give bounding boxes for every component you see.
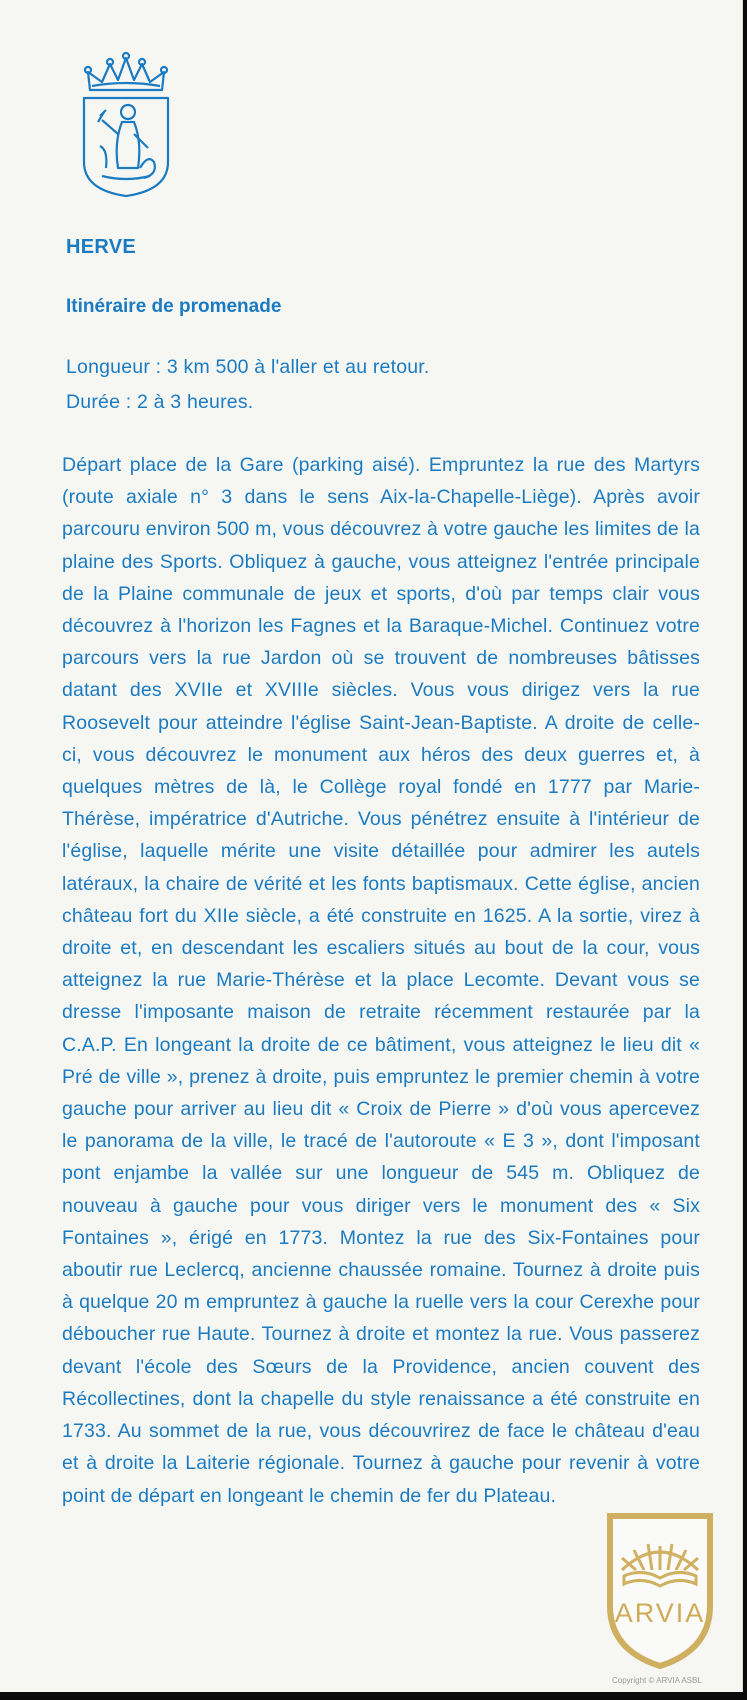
- route-description: Départ place de la Gare (parking aisé). Empruntez la rue des Martyrs (route axiale n° 3 dans le sens Aix-la-Chapelle-Liège). Après avoir parcouru environ 500 m, vous découvrez à votre gauche les limites de la plaine des Sports. Obliquez à gauche, vous atteignez l'entrée principale de la Plaine communale de jeux et sports, d'où par temps clair vous découvrez à l'horizon les Fagnes et la Baraque-Michel. Continuez votre parcours vers la rue Jardon où se trouvent de nombreuses bâtisses datant des XVIIe et XVIIIe siècles. Vous vous dirigez vers la rue Roosevelt pour atteindre l'église Saint-Jean-Baptiste. A droite de celle-ci, vous découvrez le monument aux héros des deux guerres et, à quelques mètres de là, le Collège royal fondé en 1777 par Marie-Thérèse, impératrice d'Autriche. Vous pénétrez ensuite à l'intérieur de l'église, laquelle mérite une visite détaillée pour admirer les autels latéraux, la chaire de vérité et les fonts baptismaux. Cette église, ancien château fort du XIIe siècle, a été construite en 1625. A la sortie, virez à droite et, en descendant les escaliers situés au bout de la cour, vous atteignez la rue Marie-Thérèse et la place Lecomte. Devant vous se dresse l'imposante maison de retraite récemment restaurée par la C.A.P. En longeant la droite de ce bâtiment, vous atteignez le lieu dit « Pré de ville », prenez à droite, puis empruntez le premier chemin à votre gauche pour arriver au lieu dit « Croix de Pierre » d'où vous apercevez le panorama de la ville, le tracé de l'autoroute « E 3 », dont l'imposant pont enjambe la vallée sur une longueur de 545 m. Obliquez de nouveau à gauche pour vous diriger vers le monument des « Six Fontaines », érigé en 1773. Montez la rue des Six-Fontaines pour aboutir rue Leclercq, ancienne chaussée romaine. Tournez à droite puis à quelque 20 m empruntez à gauche la ruelle vers la cour Cerexhe pour déboucher rue Haute. Tournez à droite et montez la rue. Vous passerez devant l'école des Sœurs de la Providence, ancien couvent des Récollectines, dont la chapelle du style renaissance a été construite en 1733. Au sommet de la rue, vous découvrirez de face le château d'eau et à droite la Laiterie régionale. Tournez à gauche pour revenir à votre point de départ en longeant le chemin de fer du Plateau.: [62, 454, 700, 1507]
- arvia-label: ARVIA: [614, 1598, 706, 1628]
- copyright-notice: Copyright © ARVIA ASBL: [612, 1676, 702, 1685]
- town-title: HERVE: [66, 236, 137, 258]
- arvia-watermark-icon: [600, 1510, 720, 1672]
- walk-subtitle: Itinéraire de promenade: [66, 296, 282, 317]
- route-length: Longueur : 3 km 500 à l'aller et au retour.: [66, 356, 430, 378]
- herve-coat-of-arms-icon: [78, 50, 174, 198]
- route-duration: Durée : 2 à 3 heures.: [66, 391, 254, 413]
